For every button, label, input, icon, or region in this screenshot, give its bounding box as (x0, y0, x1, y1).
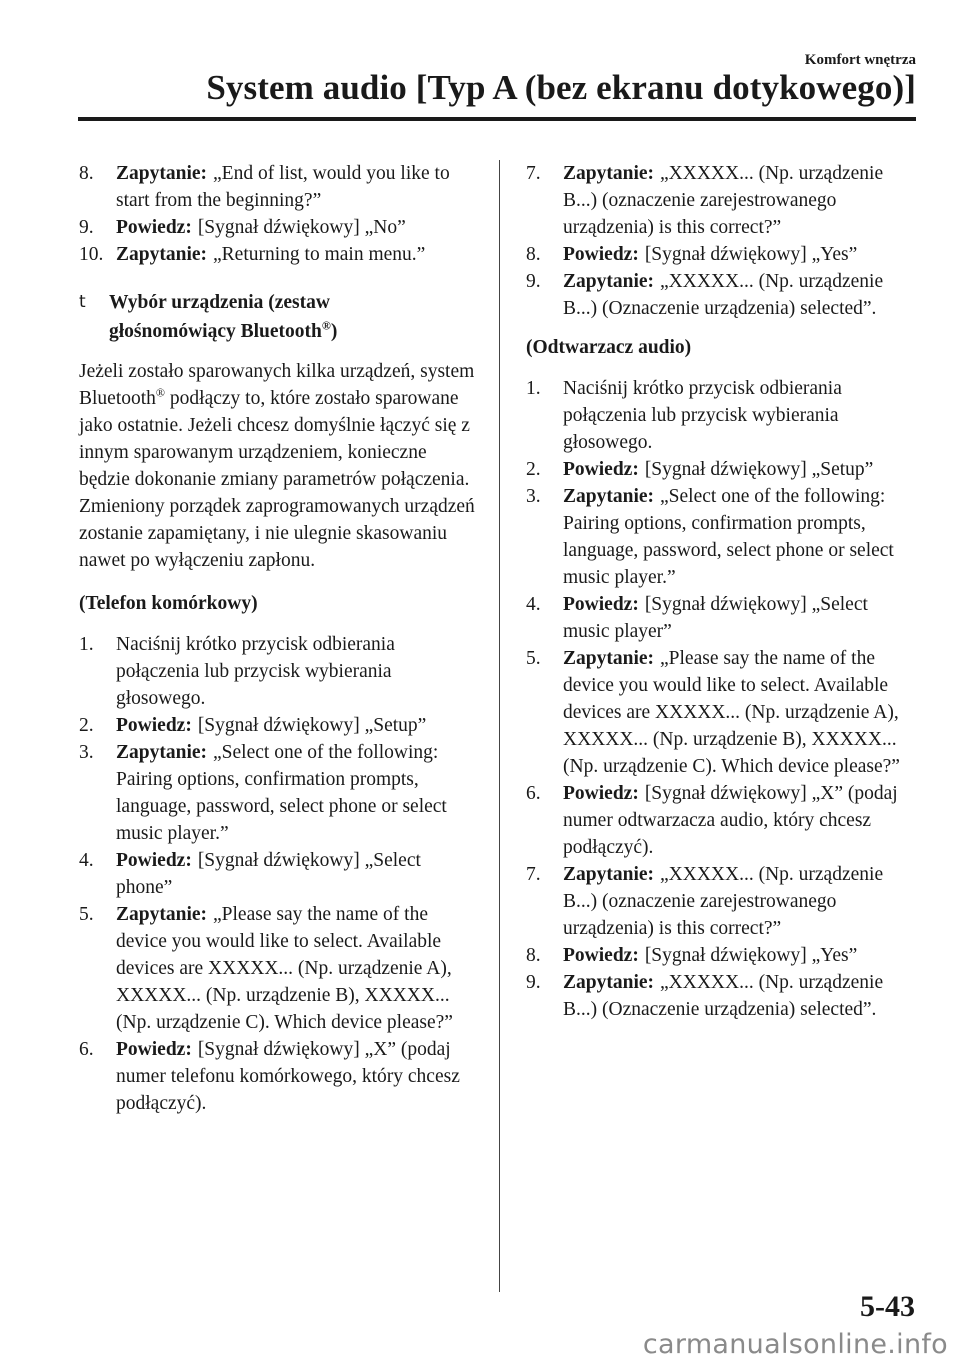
step-keyword: Powiedz: (563, 594, 639, 615)
step-number: 7. (526, 163, 541, 184)
step-text: „End of list, would you like to start from the beginning?” (116, 163, 450, 211)
step-text: „XXXXX... (Np. urządzenie B...) (oznaczenie zarejestrowanego urządzenia) is this correct?” (563, 163, 884, 238)
right-column (526, 160, 918, 1023)
step-text: Naciśnij krótko przycisk odbierania połączenia lub przycisk wybierania głosowego. (116, 634, 395, 709)
list-item (526, 942, 918, 969)
step-text: [Sygnał dźwiękowy] „Select music player” (563, 594, 868, 642)
step-keyword: Powiedz: (563, 945, 639, 966)
subheading-text: ) (330, 321, 338, 342)
step-text: „XXXXX... (Np. urządzenie B...) (oznaczenie zarejestrowanego urządzenia) is this correct?” (563, 864, 884, 939)
step-keyword: Powiedz: (116, 1039, 192, 1060)
step-keyword: Powiedz: (116, 715, 192, 736)
step-text: „Select one of the following: Pairing options, confirmation prompts, language, password, select phone or select music player.” (563, 486, 894, 588)
paragraph-text: Jeżeli zostało sparowanych kilka urządzeń, system Bluetooth (79, 361, 475, 409)
section-label: (Odtwarzacz audio) (526, 337, 692, 358)
list-item (526, 160, 918, 241)
step-text: „Please say the name of the device you would like to select. Available devices are XXXXX... (Np. urządzenie A), XXXXX... (Np. urządzenie B), XXXXX... (Np. urządzenie C). Which device please?” (563, 648, 900, 777)
step-text: „XXXXX... (Np. urządzenie B...) (Oznaczenie urządzenia) selected”. (563, 972, 884, 1020)
step-text: [Sygnał dźwiękowy] „No” (197, 217, 406, 238)
step-number: 2. (526, 459, 541, 480)
page-number: 5-43 (860, 1290, 915, 1323)
list-item (526, 483, 918, 591)
step-text: „Returning to main menu.” (213, 244, 426, 265)
step-number: 10. (79, 244, 104, 265)
list-item (526, 456, 918, 483)
list-item (526, 375, 918, 456)
list-item (79, 214, 479, 241)
list-item (79, 739, 479, 847)
step-number: 4. (526, 594, 541, 615)
steps-top-list (79, 160, 479, 268)
list-item (79, 631, 479, 712)
registered-mark: ® (155, 385, 166, 400)
list-item (79, 160, 479, 214)
step-text: „Select one of the following: Pairing options, confirmation prompts, language, password, select phone or select music player.” (116, 742, 447, 844)
step-number: 9. (526, 271, 541, 292)
step-number: 8. (79, 163, 94, 184)
step-keyword: Zapytanie: (116, 163, 208, 184)
step-text: „Please say the name of the device you would like to select. Available devices are XXXXX... (Np. urządzenie A), XXXXX... (Np. urządzenie B), XXXXX... (Np. urządzenie C). Which device please?” (116, 904, 453, 1033)
step-text: „XXXXX... (Np. urządzenie B...) (Oznaczenie urządzenia) selected”. (563, 271, 884, 319)
column-divider (499, 160, 500, 1292)
step-number: 1. (526, 378, 541, 399)
header-rule (78, 117, 916, 121)
list-item (526, 241, 918, 268)
list-item (79, 1036, 479, 1117)
step-keyword: Powiedz: (563, 459, 639, 480)
step-text: [Sygnał dźwiękowy] „Select phone” (116, 850, 421, 898)
step-keyword: Powiedz: (116, 217, 192, 238)
step-text: [Sygnał dźwiękowy] „Yes” (644, 945, 858, 966)
steps-list (79, 631, 479, 1117)
registered-mark: ® (321, 318, 331, 333)
subheading-line (109, 317, 479, 346)
watermark-text: carmanualsonline.info (642, 1329, 948, 1360)
list-item (526, 645, 918, 780)
list-item (79, 901, 479, 1036)
step-number: 9. (526, 972, 541, 993)
list-item (79, 241, 479, 268)
list-item (79, 847, 479, 901)
step-text: [Sygnał dźwiękowy] „Setup” (644, 459, 874, 480)
body-paragraph (79, 358, 479, 574)
section-label: (Telefon komórkowy) (79, 593, 258, 614)
step-number: 4. (79, 850, 94, 871)
list-item (526, 969, 918, 1023)
step-keyword: Powiedz: (116, 850, 192, 871)
step-number: 8. (526, 945, 541, 966)
section-title: Komfort wnętrza (804, 52, 916, 68)
step-number: 5. (79, 904, 94, 925)
step-text: [Sygnał dźwiękowy] „Yes” (644, 244, 858, 265)
steps-top-list (526, 160, 918, 322)
step-keyword: Powiedz: (563, 783, 639, 804)
step-keyword: Zapytanie: (563, 864, 655, 885)
step-keyword: Powiedz: (563, 244, 639, 265)
step-keyword: Zapytanie: (563, 648, 655, 669)
step-keyword: Zapytanie: (116, 904, 208, 925)
step-text: [Sygnał dźwiękowy] „X” (podaj numer telefonu komórkowego, który chcesz podłączyć). (116, 1039, 460, 1114)
steps-list (526, 375, 918, 1023)
step-number: 5. (526, 648, 541, 669)
bullet-marker-icon: t (79, 292, 86, 312)
step-number: 7. (526, 864, 541, 885)
step-text: [Sygnał dźwiękowy] „Setup” (197, 715, 427, 736)
subheading (79, 288, 479, 346)
step-keyword: Zapytanie: (116, 742, 208, 763)
list-item (526, 780, 918, 861)
list-item (526, 591, 918, 645)
step-keyword: Zapytanie: (563, 163, 655, 184)
left-column (79, 160, 479, 1117)
step-number: 3. (526, 486, 541, 507)
paragraph-text: podłączy to, które zostało sparowane jako ostatnie. Jeżeli chcesz domyślnie łączyć się z innym sparowanym urządzeniem, konieczne będzie dokonanie zmiany parametrów połączenia. Zmieniony porządek zaprogramowanych urządzeń zostanie zapamiętany, i nie ulegnie skasowaniu nawet po wyłączeniu zapłonu. (79, 388, 475, 571)
list-item (79, 712, 479, 739)
step-keyword: Zapytanie: (116, 244, 208, 265)
step-text: [Sygnał dźwiękowy] „X” (podaj numer odtwarzacza audio, który chcesz podłączyć). (563, 783, 898, 858)
step-number: 2. (79, 715, 94, 736)
step-text: Naciśnij krótko przycisk odbierania połączenia lub przycisk wybierania głosowego. (563, 378, 842, 453)
step-keyword: Zapytanie: (563, 972, 655, 993)
subheading-text: głośnomówiący Bluetooth (109, 321, 322, 342)
subheading-line: Wybór urządzenia (zestaw (109, 292, 330, 313)
step-number: 9. (79, 217, 94, 238)
list-item (526, 861, 918, 942)
step-number: 8. (526, 244, 541, 265)
step-number: 1. (79, 634, 94, 655)
step-number: 6. (79, 1039, 94, 1060)
step-keyword: Zapytanie: (563, 486, 655, 507)
page-title: System audio [Typ A (bez ekranu dotykowego)] (206, 68, 916, 107)
step-keyword: Zapytanie: (563, 271, 655, 292)
step-number: 3. (79, 742, 94, 763)
list-item (526, 268, 918, 322)
step-number: 6. (526, 783, 541, 804)
